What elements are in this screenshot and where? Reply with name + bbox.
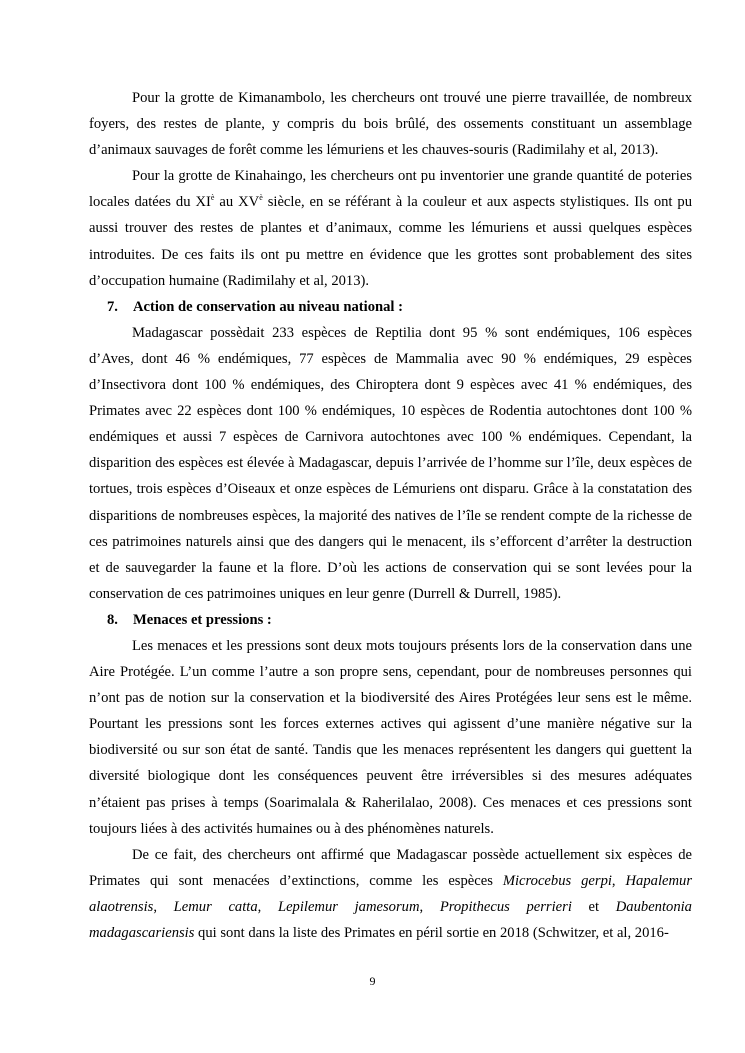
section-title-8: Menaces et pressions :: [133, 611, 272, 628]
page-number: 9: [369, 974, 376, 988]
species-microcebus-gerpi: Microcebus gerpi: [502, 872, 612, 889]
paragraph-kinahaingo: [89, 163, 692, 293]
species-separator: ,: [419, 898, 440, 915]
species-lemur-catta: Lemur catta: [173, 898, 258, 915]
section-heading-8: [89, 607, 692, 633]
species-propithecus-perrieri: Propithecus perrieri: [439, 898, 572, 915]
paragraph-kinahaingo-part-b: au XV: [214, 194, 260, 211]
paragraph-conservation-national: Madagascar possèdait 233 espèces de Reptilia dont 95 % sont endémiques, 106 espèces d’Aves, dont 46 % endémiques, 77 espèces de Mammalia avec 90 % endémiques, 29 espèces d’Insectivora dont 100 % endémiques, des Chiroptera dont 9 espèces avec 41 % endémiques, des Primates avec 22 espèces dont 100 % endémiques, 10 espèces de Rodentia autochtones dont 100 % endémiques et aussi 7 espèces de Carnivora autochtones avec 100 % endémiques. Cependant, la disparition des espèces est élevée à Madagascar, depuis l’arrivée de l’homme sur l’île, deux espèces de tortues, trois espèces d’Oiseaux et onze espèces de Lémuriens ont disparu. Grâce à la constatation des disparitions de nombreuses espèces, la majorité des natives de l’île se rendent compte de la richesse de ces patrimoines naturels ainsi que des dangers qui le menacent, ils s’efforcent d’arrêter la destruction et de sauvegarder la faune et la flore. D’où les actions de conservation qui se sont levées pour la conservation de ces patrimoines uniques en leur genre (Durrell & Durrell, 1985).: [89, 324, 692, 602]
section-number-7: 7.: [107, 298, 118, 315]
species-separator: ,: [611, 872, 626, 889]
paragraph-primates-end: qui sont dans la liste des Primates en péril sortie en 2018 (Schwitzer, et al, 2016-: [194, 925, 669, 941]
species-hapalemur-alaotrensis: Hapalemur alaotrensis: [89, 872, 692, 915]
species-separator: et: [571, 898, 616, 915]
species-daubentonia-madagascariensis: Daubentonia madagascariensis: [89, 898, 692, 941]
paragraph-kimanambolo: Pour la grotte de Kimanambolo, les chercheurs ont trouvé une pierre travaillée, de nombreux foyers, des restes de plante, y compris du bois brûlé, des ossements constituant un assemblage d’animaux sauvages de forêt comme les lémuriens et les chauves-souris (Radimilahy et al, 2013).: [89, 90, 692, 159]
paragraph-primates-menaces: [89, 842, 692, 946]
species-separator: ,: [257, 898, 278, 915]
document-body: [89, 85, 692, 946]
paragraph-menaces-pressions: Les menaces et les pressions sont deux mots toujours présents lors de la conservation dans une Aire Protégée. L’un comme l’autre a son propre sens, cependant, pour de nombreuses personnes qui n’ont pas de notion sur la conservation et la biodiversité des Aires Protégées leur sens est le même. Pourtant les pressions sont les forces externes actives qui agissent d’une manière négative sur la biodiversité ou sur son état de santé. Tandis que les menaces représentent les dangers qui guettent la diversité biologique dont les conséquences peuvent être irréversibles si des mesures adéquates n’étaient pas prises à temps (Soarimalala & Raherilalao, 2008). Ces menaces et ces pressions sont toujours liées à des activités humaines ou à des phénomènes naturels.: [89, 637, 692, 837]
superscript-century-2: è: [259, 193, 263, 203]
section-number-8: 8.: [107, 611, 118, 628]
section-title-7: Action de conservation au niveau national :: [133, 298, 403, 315]
paragraph-kinahaingo-part-c: siècle, en se référant à la couleur et aux aspects stylistiques. Ils ont pu aussi trouver des restes de plantes et d’animaux, comme les lémuriens et aussi quelques espèces introduites. De ces faits ils ont pu mettre en évidence que les grottes sont probablement des sites d’occupation humaine (Radimilahy et al, 2013).: [89, 194, 693, 289]
paragraph-kinahaingo-part-a: Pour la grotte de Kinahaingo, les chercheurs ont pu inventorier une grande quantité de poteries locales datées du XI: [89, 168, 692, 211]
species-separator: ,: [153, 898, 174, 915]
paragraph-primates-intro: De ce fait, des chercheurs ont affirmé que Madagascar possède actuellement six espèces de Primates qui sont menacées d’extinctions, comme les espèces: [89, 846, 692, 889]
superscript-century-1: è: [210, 193, 215, 203]
species-lepilemur-jamesorum: Lepilemur jamesorum: [277, 898, 420, 915]
section-heading-7: [89, 294, 692, 320]
